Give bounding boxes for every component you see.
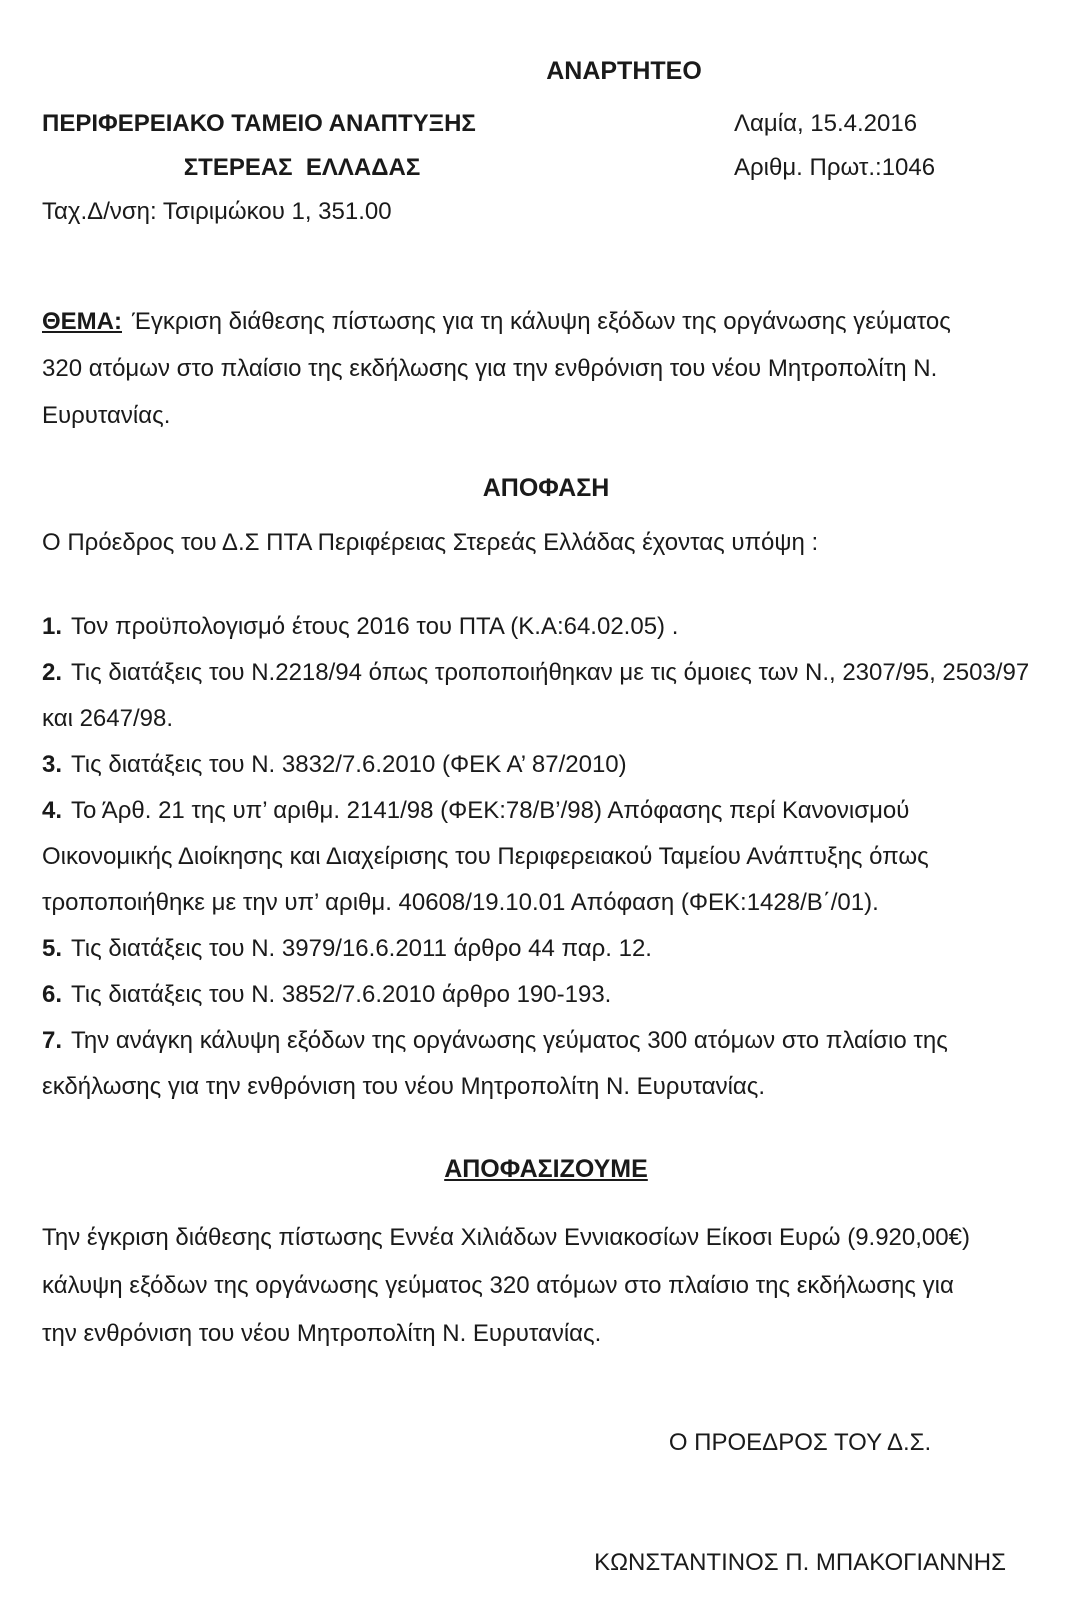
consideration-text: Τις διατάξεις του Ν.2218/94 όπως τροποποιήθηκαν με τις όμοιες των Ν., 2307/95, 2503/97 και 2647/98.: [42, 659, 1030, 732]
consideration-item: [42, 1018, 1040, 1110]
protocol-number: Αριθμ. Πρωτ.:1046: [734, 154, 936, 181]
subject-text: Έγκριση διάθεσης πίστωσης για τη κάλυψη εξόδων της οργάνωσης γεύματος 320 ατόμων στο πλαίσιο της εκδήλωσης για την ενθρόνιση του νέου Μητροπολίτη Ν. Ευρυτανίας.: [42, 308, 951, 429]
decision-heading: ΑΠΟΦΑΣΗ: [482, 474, 610, 502]
signature-title: Ο ΠΡΟΕΔΡΟΣ ΤΟΥ Δ.Σ.: [668, 1429, 932, 1456]
consideration-text: Τις διατάξεις του Ν. 3832/7.6.2010 (ΦΕΚ Α’ 87/2010): [71, 751, 627, 778]
consideration-text: Τον προϋπολογισμό έτους 2016 του ΠΤΑ (Κ.Α:64.02.05) .: [71, 613, 679, 640]
resolution-heading: ΑΠΟΦΑΣΙΖΟΥΜΕ: [444, 1155, 648, 1183]
consideration-text: Το Άρθ. 21 της υπ’ αριθμ. 2141/98 (ΦΕΚ:78/Β’/98) Απόφασης περί Κανονισμού Οικονομικής Διοίκησης και Διαχείρισης του Περιφερειακού Ταμείου Ανάπτυξης όπως τροποποιήθηκε με την υπ’ αριθμ. 40608/19.10.01 Απόφαση (ΦΕΚ:1428/Β΄/01).: [42, 797, 929, 916]
header-left-column: [42, 102, 562, 234]
consideration-number: 7.: [42, 1027, 63, 1054]
header-right-column: [734, 102, 1050, 234]
consideration-number: 1.: [42, 613, 63, 640]
subject-paragraph: [42, 298, 982, 439]
org-name-line1: ΠΕΡΙΦΕΡΕΙΑΚΟ ΤΑΜΕΙΟ ΑΝΑΠΤΥΞΗΣ: [42, 110, 476, 137]
document-header: [42, 102, 1050, 234]
posted-label: ΑΝΑΡΤΗΤΕΟ: [546, 57, 702, 85]
decision-intro: Ο Πρόεδρος του Δ.Σ ΠΤΑ Περιφέρειας Στερεάς Ελλάδας έχοντας υπόψη :: [42, 529, 819, 556]
consideration-item: [42, 926, 1040, 972]
signature-block: [550, 1428, 1050, 1578]
consideration-item: [42, 788, 1040, 926]
consideration-item: [42, 972, 1040, 1018]
consideration-number: 4.: [42, 797, 63, 824]
consideration-number: 6.: [42, 981, 63, 1008]
consideration-number: 5.: [42, 935, 63, 962]
consideration-text: Τις διατάξεις του Ν. 3979/16.6.2011 άρθρο 44 παρ. 12.: [71, 935, 652, 962]
resolution-text: Την έγκριση διάθεσης πίστωσης Εννέα Χιλιάδων Εννιακοσίων Είκοσι Ευρώ (9.920,00€) κάλυψη εξόδων της οργάνωσης γεύματος 320 ατόμων στο πλαίσιο της εκδήλωσης για την ενθρόνιση του νέου Μητροπολίτη Ν. Ευρυτανίας.: [42, 1224, 970, 1347]
consideration-item: [42, 742, 1040, 788]
consideration-item: [42, 650, 1040, 742]
considerations-list: [42, 604, 1050, 1110]
consideration-item: [42, 604, 1040, 650]
consideration-number: 3.: [42, 751, 63, 778]
org-name-line2: ΣΤΕΡΕΑΣ ΕΛΛΑΔΑΣ: [183, 154, 421, 181]
subject-label: ΘΕΜΑ:: [42, 308, 122, 335]
city-date: Λαμία, 15.4.2016: [734, 110, 918, 137]
signature-name: ΚΩΝΣΤΑΝΤΙΝΟΣ Π. ΜΠΑΚΟΓΙΑΝΝΗΣ: [594, 1549, 1006, 1576]
consideration-text: Την ανάγκη κάλυψη εξόδων της οργάνωσης γεύματος 300 ατόμων στο πλαίσιο της εκδήλωσης για την ενθρόνιση του νέου Μητροπολίτη Ν. Ευρυτανίας.: [42, 1027, 948, 1100]
address-line: Ταχ.Δ/νση: Τσιριμώκου 1, 351.00: [42, 198, 392, 225]
consideration-number: 2.: [42, 659, 63, 686]
consideration-text: Τις διατάξεις του Ν. 3852/7.6.2010 άρθρο 190-193.: [71, 981, 612, 1008]
